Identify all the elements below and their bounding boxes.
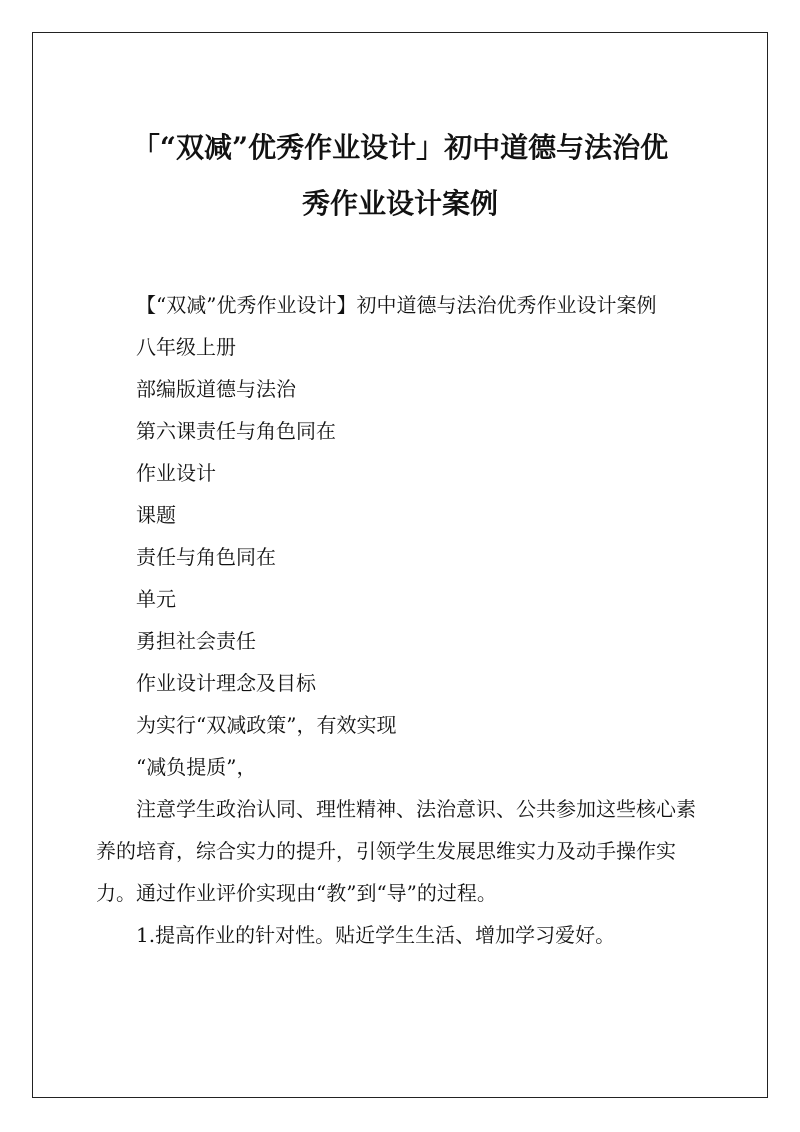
paragraph-slogan: “减负提质”， — [136, 755, 257, 779]
title-line-2: 秀作业设计案例 — [301, 187, 498, 220]
paragraph-goals: 注意学生政治认同、理性精神、法治意识、公共参加这些核心素养的培育，综合实力的提升，引领学生发展思维实力及动手操作实力。通过作业评价实现由“教”到“导”的过程。 — [96, 797, 696, 905]
document-title — [60, 120, 740, 232]
document-body — [96, 284, 706, 956]
paragraph-heading-topic: 课题 — [136, 503, 176, 527]
paragraph-heading-design: 作业设计 — [136, 461, 216, 485]
paragraph-heading-concept: 作业设计理念及目标 — [136, 671, 316, 695]
paragraph-unit: 勇担社会责任 — [136, 629, 256, 653]
paragraph-heading-unit: 单元 — [136, 587, 176, 611]
paragraph-grade: 八年级上册 — [136, 335, 236, 359]
paragraph-policy: 为实行“双减政策”，有效实现 — [136, 713, 397, 737]
paragraph-point-1: 1.提高作业的针对性。贴近学生生活、增加学习爱好。 — [136, 923, 616, 947]
paragraph-lesson: 第六课责任与角色同在 — [136, 419, 336, 443]
paragraph-intro: 【“双减”优秀作业设计】初中道德与法治优秀作业设计案例 — [136, 293, 657, 317]
title-line-1: 「“双减”优秀作业设计」初中道德与法治优 — [131, 131, 669, 164]
paragraph-topic: 责任与角色同在 — [136, 545, 276, 569]
paragraph-edition: 部编版道德与法治 — [136, 377, 296, 401]
